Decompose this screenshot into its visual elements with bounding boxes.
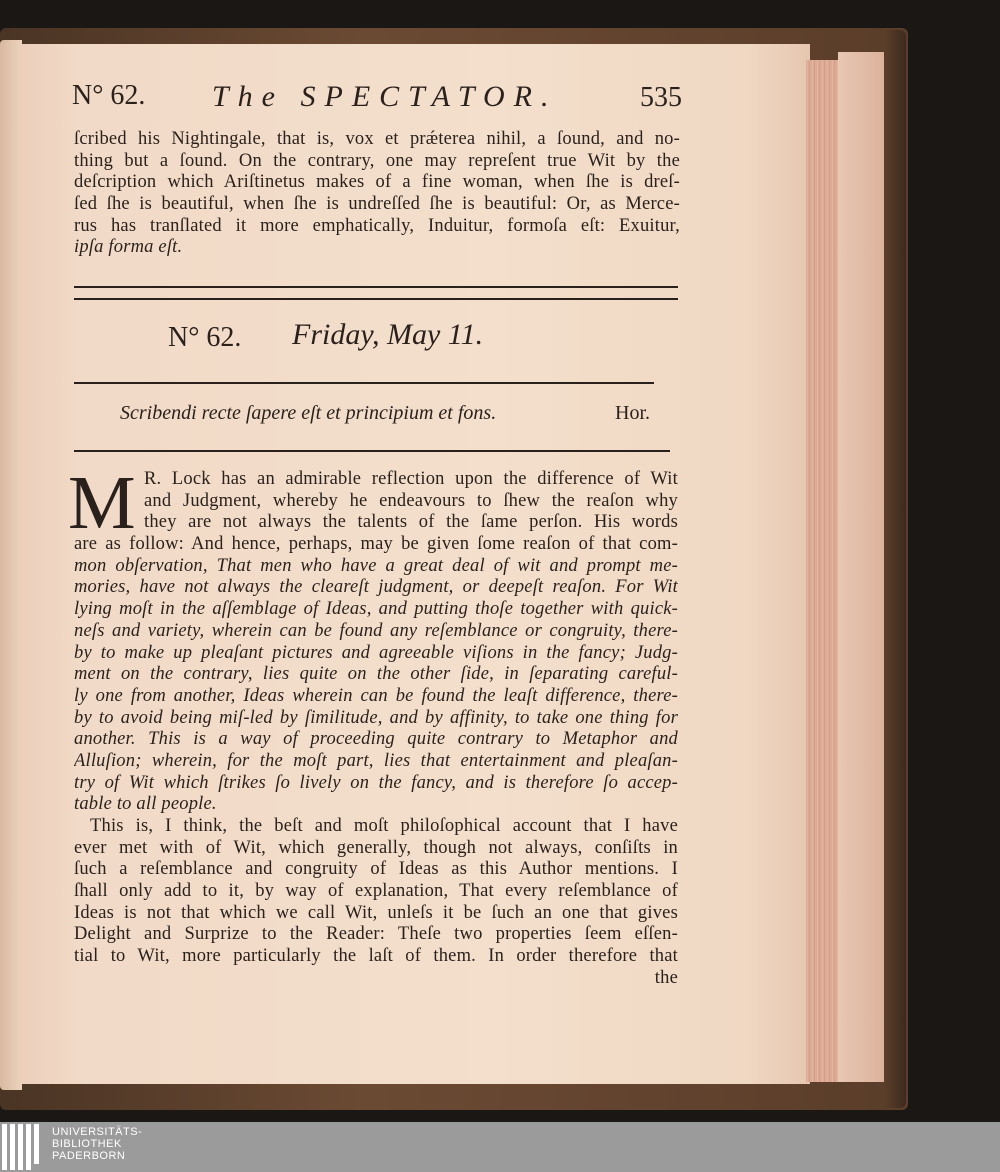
text-line: ſed ſhe is beautiful, when ſhe is undreſſed ſhe is beautiful: Or, as Merce- (74, 194, 680, 215)
logo-line-2: BIBLIOTHEK (52, 1138, 122, 1150)
text-line: This is, I think, the beſt and moſt philoſophical account that I have (90, 816, 678, 836)
cover-edge (884, 30, 906, 1108)
motto-latin: Scribendi recte ſapere eſt et principium et fons. (120, 402, 497, 424)
logo-line-3: PADERBORN (52, 1150, 126, 1162)
text-line: try of Wit which ſtrikes ſo lively on the fancy, and is therefore ſo accep- (74, 772, 678, 793)
text-line: mories, have not always the cleareſt judgment, or deepeſt reaſon. For Wit (74, 577, 678, 598)
text-line: table to all people. (74, 794, 217, 815)
issue-date: Friday, May 11. (292, 318, 484, 351)
catchword: the (654, 967, 678, 988)
text-line: ſuch a reſemblance and congruity of Ideas as this Author mentions. I (74, 859, 678, 880)
text-line: thing but a ſound. On the contrary, one may repreſent true Wit by the (74, 150, 680, 171)
issue-number: N° 62. (168, 322, 242, 353)
text-line: and Judgment, whereby he endeavours to ſhew the reaſon why (144, 490, 678, 511)
essay-body (74, 468, 678, 989)
text-line: ment on the contrary, lies quite on the other ſide, in ſeparating careful- (74, 664, 678, 685)
text-line: another. This is a way of proceeding quite contrary to Metaphor and (74, 729, 678, 750)
text-line: ipſa forma eſt. (74, 237, 183, 258)
library-footer-bar (0, 1122, 1000, 1172)
running-head-title: The SPECTATOR. (212, 80, 558, 113)
back-page-edge (838, 52, 884, 1082)
text-line: neſs and variety, wherein can be found any reſemblance or congruity, there- (74, 620, 678, 641)
text-line: ſcribed his Nightingale, that is, vox et prǽterea nihil, a ſound, and no- (74, 129, 680, 149)
text-line: Ideas is not that which we call Wit, unleſs it be ſuch an one that gives (74, 902, 678, 923)
logo-line-1: UNIVERSITÄTS- (52, 1126, 143, 1138)
motto-author: Hor. (615, 402, 650, 424)
page-stack-edges (806, 60, 838, 1082)
library-logo-text (52, 1126, 142, 1162)
text-line: are as follow: And hence, perhaps, may be given ſome reaſon of that com- (74, 534, 678, 555)
text-line: Delight and Surprize to the Reader: Theſe two properties ſeem eſſen- (74, 924, 678, 945)
continuation-paragraph (74, 128, 680, 258)
library-logo-icon (0, 1124, 46, 1170)
text-line: R. Lock has an admirable reflection upon the difference of Wit (144, 469, 678, 489)
text-line: rus has tranſlated it more emphatically, Induitur, formoſa eſt: Exuitur, (74, 215, 680, 236)
text-line: mon obſervation, That men who have a great deal of wit and prompt me- (74, 555, 678, 576)
motto (120, 402, 650, 430)
text-line: ly one from another, Ideas wherein can be found the leaſt difference, there- (74, 685, 678, 706)
issue-heading (168, 318, 648, 362)
rule-below-motto (74, 450, 670, 452)
drop-cap: M (68, 461, 136, 545)
rule-above-motto (74, 382, 654, 384)
text-line: by to make up pleaſant pictures and agreeable viſions in the fancy; Judg- (74, 642, 678, 663)
running-head (72, 80, 682, 120)
text-line: tial to Wit, more particularly the laſt of them. In order therefore that (74, 946, 678, 967)
double-rule-bottom (74, 298, 678, 300)
text-line: deſcription which Ariſtinetus makes of a fine woman, when ſhe is dreſ- (74, 172, 680, 193)
text-line: ever met with of Wit, which generally, though not always, conſiſts in (74, 837, 678, 858)
text-line: by to avoid being miſ-led by ſimilitude, and by affinity, to take one thing for (74, 707, 678, 728)
text-line: they are not always the talents of the ſame perſon. His words (144, 512, 678, 533)
double-rule-top (74, 286, 678, 288)
text-line: lying moſt in the aſſemblage of Ideas, and putting thoſe together with quick- (74, 599, 678, 620)
text-line: ſhall only add to it, by way of explanation, That every reſemblance of (74, 881, 678, 902)
text-line: Alluſion; wherein, for the moſt part, lies that entertainment and pleaſan- (74, 750, 678, 771)
page-number: 535 (640, 82, 682, 113)
running-head-number: N° 62. (72, 80, 146, 111)
